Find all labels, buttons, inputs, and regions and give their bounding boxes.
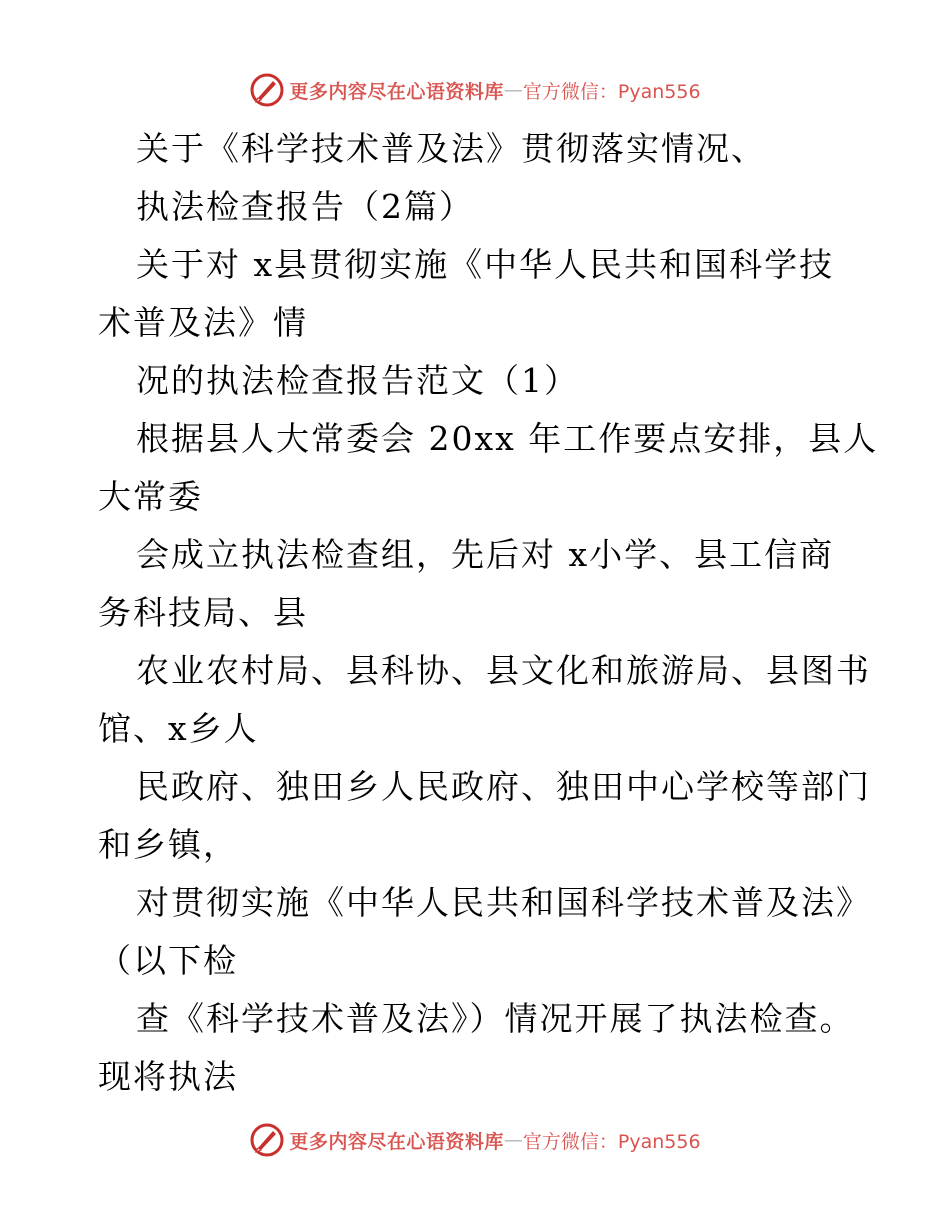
quill-pen-icon xyxy=(249,72,285,108)
doc-paragraph-line: 根据县人大常委会 20xx 年工作要点安排，县人 xyxy=(136,419,879,458)
banner-contact-text: 官方微信：Pyan556 xyxy=(522,1130,701,1153)
banner-brand-text: 更多内容尽在心语资料库 xyxy=(289,1130,504,1153)
doc-paragraph-line: 查《科学技术普及法》）情况开展了执法检查。 xyxy=(136,999,855,1038)
banner-brand-text: 更多内容尽在心语资料库 xyxy=(289,80,504,103)
doc-paragraph-line: 农业农村局、县科协、县文化和旅游局、县图书 xyxy=(136,651,871,690)
header-banner xyxy=(0,70,950,110)
banner-separator: — xyxy=(503,79,523,101)
doc-paragraph-line: 民政府、独田乡人民政府、独田中心学校等部门 xyxy=(136,767,871,806)
doc-paragraph-line: 关于对 x县贯彻实施《中华人民共和国科学技 xyxy=(136,245,835,284)
doc-paragraph-line: 况的执法检查报告范文（1） xyxy=(136,361,579,400)
document-body xyxy=(98,120,879,1106)
doc-paragraph-line: 馆、x乡人 xyxy=(98,709,259,748)
banner-separator: — xyxy=(503,1129,523,1151)
doc-paragraph-line: 大常委 xyxy=(98,477,203,516)
doc-paragraph-line: 务科技局、县 xyxy=(98,593,308,632)
doc-paragraph-line: 术普及法》情 xyxy=(98,303,308,342)
doc-paragraph-line: 和乡镇， xyxy=(98,825,238,864)
doc-title-line-1: 关于《科学技术普及法》贯彻落实情况、 xyxy=(136,129,766,168)
doc-paragraph-line: （以下检 xyxy=(98,941,238,980)
quill-pen-icon xyxy=(249,1122,285,1158)
doc-title-line-2: 执法检查报告（2篇） xyxy=(136,187,474,226)
footer-banner xyxy=(0,1120,950,1160)
banner-contact-text: 官方微信：Pyan556 xyxy=(522,80,701,103)
doc-paragraph-line: 对贯彻实施《中华人民共和国科学技术普及法》 xyxy=(136,883,871,922)
doc-paragraph-line: 现将执法 xyxy=(98,1057,238,1096)
doc-paragraph-line: 会成立执法检查组，先后对 x小学、县工信商 xyxy=(136,535,835,574)
